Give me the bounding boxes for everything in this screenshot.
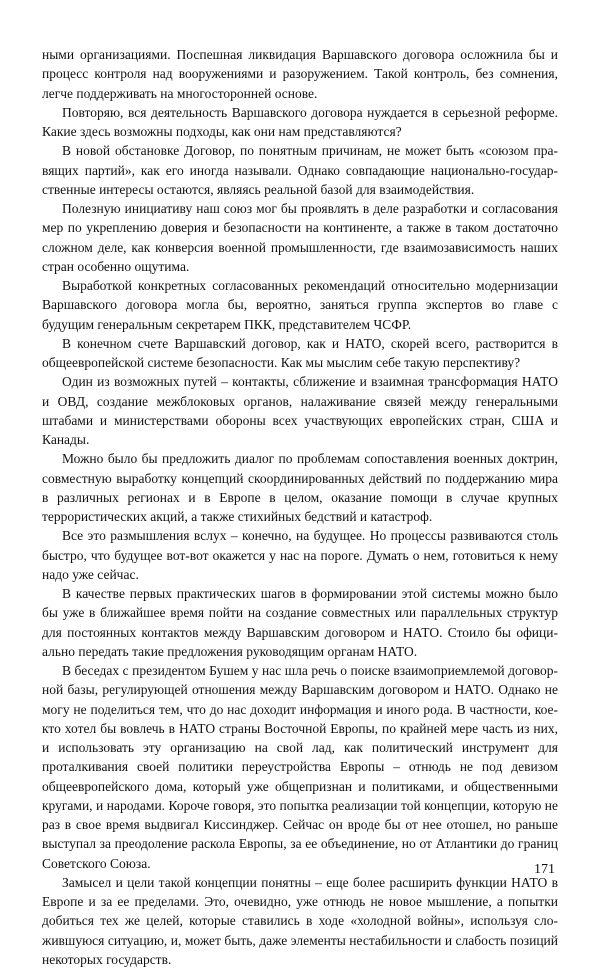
paragraph: Полезную инициативу наш союз мог бы проявлять в деле разработки и согласования мер по укреплению доверия и безопасности на континенте, а также в таком достаточно сложном деле, как конверсия военной промышленности, где взаимозависимость наших стран особенно ощутима. [42,201,558,274]
paragraph: Выработкой конкретных согласованных рекомендаций относительно модернизации Варшавского договора могла бы, вероятно, заняться группа экспертов во главе с будущим генеральным секретарем ПКК, представителем ЧСФР. [42,278,558,332]
paragraph: Повторяю, вся деятельность Варшавского договора нуждается в серьезной реформе. Какие здесь возможны подходы, как они нам представляются? [42,104,558,139]
paragraph: Замысел и цели такой концепции понятны – еще более расширить функции НАТО в Европе и за ее пределами. Это, очевидно, уже отнюдь не новое мышление, а попытки добиться тех же целей, которые ставились в ходе «холодной войны», используя сложившуюся ситуацию, и, может быть, даже элементы нестабильности и слабость позиций некоторых государств. [42,874,558,967]
page-number: 171 [534,862,555,877]
paragraph: В беседах с президентом Бушем у нас шла речь о поиске взаимоприемлемой договорной базы, регулирующей отношения между Варшавским договором и НАТО. Однако не могу не поделиться тем, что до нас доходит информация и иного рода. В частности, кое-кто хотел бы вовлечь в НАТО страны Восточной Европы, по крайней мере часть из них, и использовать эту организацию на свой лад, как политический инструмент для проталкивания своей политики переустройства Европы – отнюдь не под девизом общеевропейского дома, который уже общепризнан и политиками, и общественными кругами, и народами. Короче говоря, это попытка реализации той концепции, которую не раз в свое время выдвигал Киссинджер. Сейчас он вроде бы от нее отошел, но раньше выступал за преодоление раскола Европы, за ее объединение, но от Атлантики до границ Советского Союза. [42,663,558,871]
paragraph: В конечном счете Варшавский договор, как и НАТО, скорей всего, растворится в общеевропейской системе безопасности. Как мы мыслим себе такую перспективу? [42,335,558,370]
paragraph: Можно было бы предложить диалог по проблемам сопоставления военных доктрин, совместную выработку концепций скоординированных действий по поддержанию мира в различных регионах и в Европе в целом, оказание помощи в случае крупных террористических акций, а также стихийных бедствий и катастроф. [42,451,558,524]
body-text [42,45,558,969]
paragraph: Все это размышления вслух – конечно, на будущее. Но процессы развиваются столь быстро, что будущее вот-вот окажется у нас на пороге. Думать о нем, готовиться к нему надо уже сейчас. [42,528,558,582]
paragraph: Один из возможных путей – контакты, сближение и взаимная трансформация НАТО и ОВД, создание межблоковых органов, налаживание связей между генеральными штабами и министерствами обороны всех участвующих европейских стран, США и Канады. [42,374,558,447]
paragraph: В новой обстановке Договор, по понятным причинам, не может быть «союзом правящих партий», как его иногда называли. Однако совпадающие национально-государственные интересы остаются, являясь реальной базой для взаимодействия. [42,143,558,197]
paragraph: ными организациями. Поспешная ликвидация Варшавского договора осложнила бы и процесс контроля над вооружениями и разоружением. Такой контроль, без сомнения, легче поддерживать на многосторонней основе. [42,47,558,101]
paragraph: В качестве первых практических шагов в формировании этой системы можно было бы уже в ближайшее время пойти на создание совместных или параллельных структур для постоянных контактов между Варшавским договором и НАТО. Стоило бы официально передать такие предложения руководящим органам НАТО. [42,586,558,659]
